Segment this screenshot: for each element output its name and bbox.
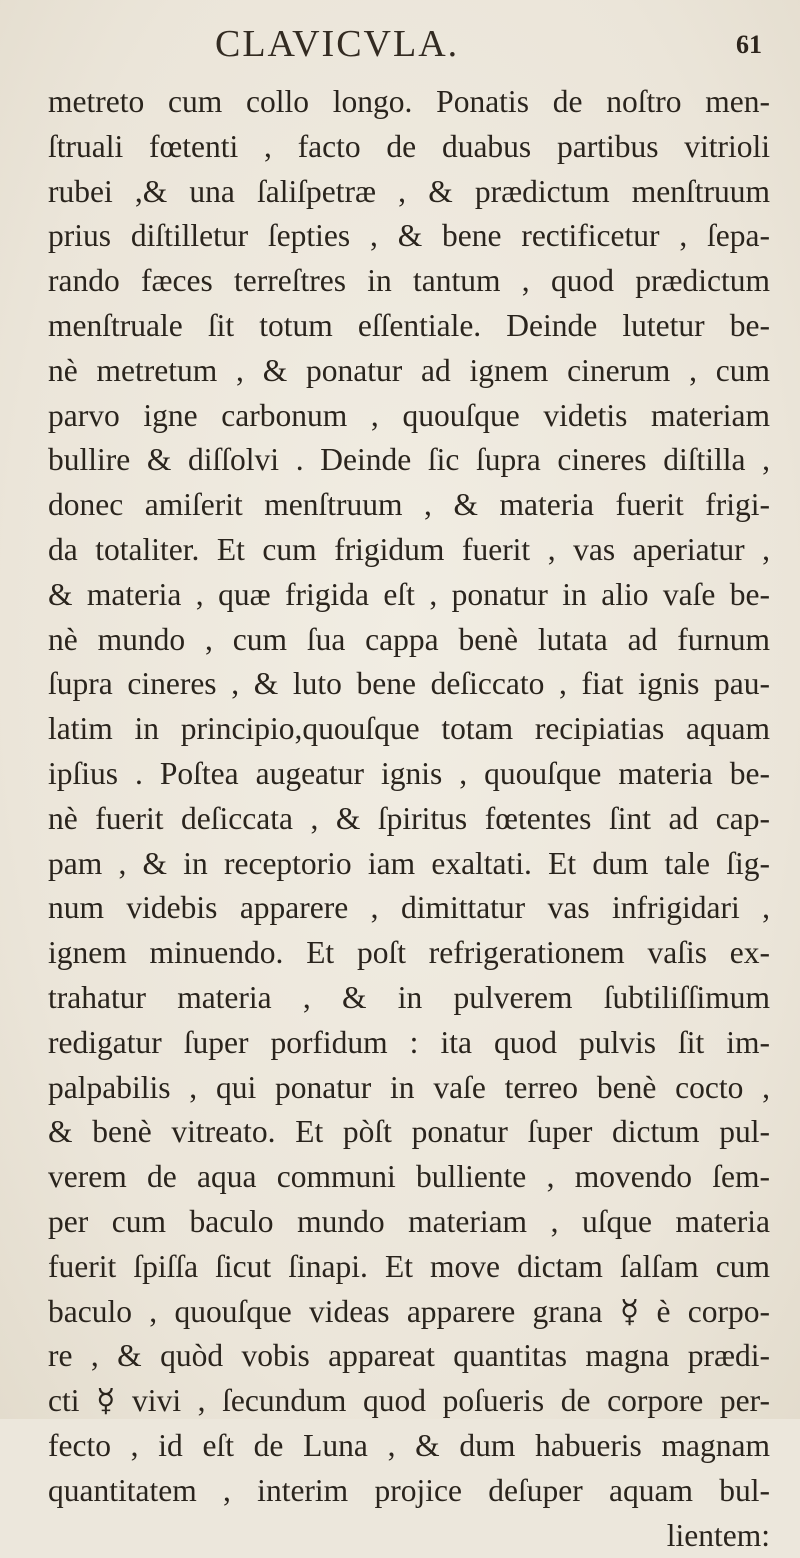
text-line: fuerit ſpiſſa ſicut ſinapi. Et move dictam ſalſam cum	[48, 1245, 770, 1290]
text-line: per cum baculo mundo materiam , uſque materia	[48, 1200, 770, 1245]
text-line: re , & quòd vobis appareat quantitas magna prædi-	[48, 1334, 770, 1379]
text-line: fecto , id eſt de Luna , & dum habueris magnam	[48, 1424, 770, 1469]
text-line: nè metretum , & ponatur ad ignem cinerum , cum	[48, 349, 770, 394]
text-line: verem de aqua communi bulliente , movendo ſem-	[48, 1155, 770, 1200]
text-line: da totaliter. Et cum frigidum fuerit , vas aperiatur ,	[48, 528, 770, 573]
running-title: CLAVICVLA.	[215, 22, 459, 66]
running-header	[0, 22, 800, 72]
text-line: latim in principio,quouſque totam recipiatias aquam	[48, 707, 770, 752]
text-line: & benè vitreato. Et pòſt ponatur ſuper dictum pul-	[48, 1110, 770, 1155]
catchword: lientem:	[48, 1514, 770, 1558]
text-line: parvo igne carbonum , quouſque videtis materiam	[48, 394, 770, 439]
text-line: pam , & in receptorio iam exaltati. Et dum tale ſig-	[48, 842, 770, 887]
text-line: redigatur ſuper porfidum : ita quod pulvis ſit im-	[48, 1021, 770, 1066]
text-line: & materia , quæ frigida eſt , ponatur in alio vaſe be-	[48, 573, 770, 618]
text-line: ignem minuendo. Et poſt refrigerationem vaſis ex-	[48, 931, 770, 976]
text-line: ſupra cineres , & luto bene deſiccato , fiat ignis pau-	[48, 662, 770, 707]
text-line: donec amiſerit menſtruum , & materia fuerit frigi-	[48, 483, 770, 528]
text-line: cti ☿ vivi , ſecundum quod poſueris de corpore per-	[48, 1379, 770, 1424]
text-line: palpabilis , qui ponatur in vaſe terreo benè cocto ,	[48, 1066, 770, 1111]
text-line: num videbis apparere , dimittatur vas infrigidari ,	[48, 886, 770, 931]
text-line: quantitatem , interim projice deſuper aquam bul-	[48, 1469, 770, 1514]
text-line: baculo , quouſque videas apparere grana ☿ è corpo-	[48, 1290, 770, 1335]
text-line: nè mundo , cum ſua cappa benè lutata ad furnum	[48, 618, 770, 663]
text-line: trahatur materia , & in pulverem ſubtiliſſimum	[48, 976, 770, 1021]
text-line: nè fuerit deſiccata , & ſpiritus fœtentes ſint ad cap-	[48, 797, 770, 842]
text-line: ſtruali fœtenti , facto de duabus partibus vitrioli	[48, 125, 770, 170]
page-number: 61	[736, 30, 762, 60]
text-line: bullire & diſſolvi . Deinde ſic ſupra cineres diſtilla ,	[48, 438, 770, 483]
text-line: rando fæces terreſtres in tantum , quod prædictum	[48, 259, 770, 304]
text-line: metreto cum collo longo. Ponatis de noſtro men-	[48, 80, 770, 125]
body-text	[48, 80, 770, 1558]
text-line: rubei ,& una ſaliſpetræ , & prædictum menſtruum	[48, 170, 770, 215]
text-line: menſtruale ſit totum eſſentiale. Deinde lutetur be-	[48, 304, 770, 349]
text-line: prius diſtilletur ſepties , & bene rectificetur , ſepa-	[48, 214, 770, 259]
text-line: ipſius . Poſtea augeatur ignis , quouſque materia be-	[48, 752, 770, 797]
